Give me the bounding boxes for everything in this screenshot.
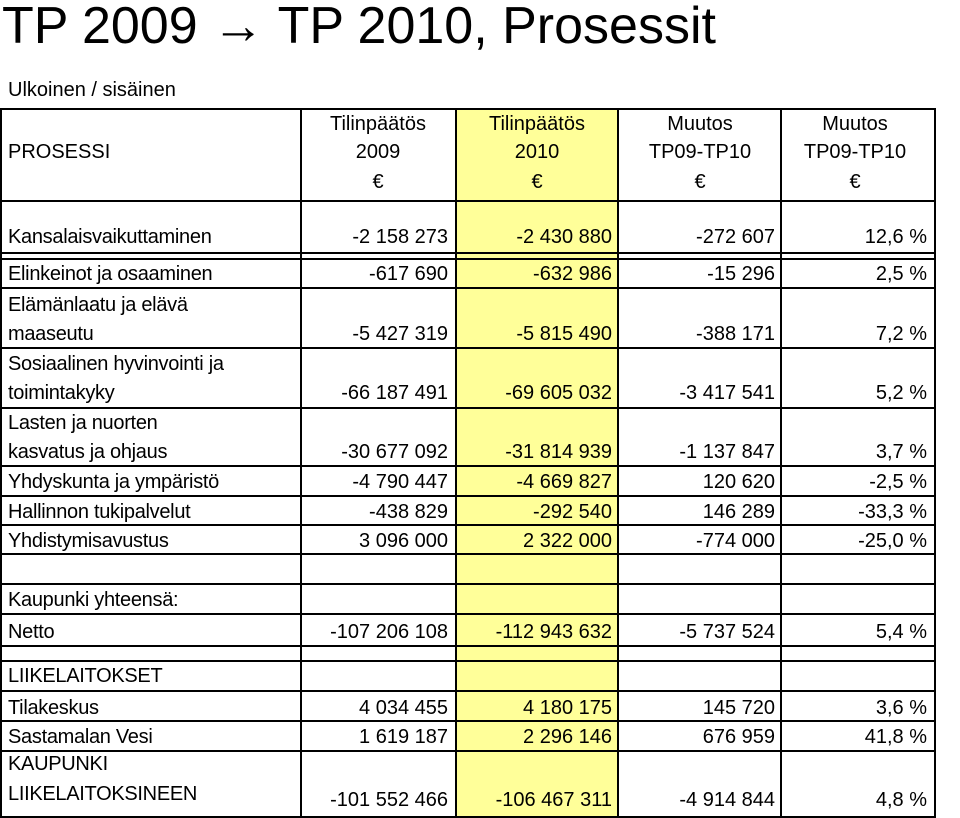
grid-hline-9 bbox=[0, 495, 936, 497]
grid-vline-3 bbox=[617, 108, 619, 818]
grid-vline-5 bbox=[934, 108, 936, 818]
row-3-value-v1: -5 427 319 bbox=[352, 323, 448, 345]
row-10-value-v1: -107 206 108 bbox=[330, 621, 448, 643]
row-8-value-v1: 3 096 000 bbox=[359, 530, 448, 552]
row-12-value-v4: 3,6 % bbox=[875, 697, 927, 719]
row-9-label: Kaupunki yhteensä: bbox=[8, 589, 179, 611]
grid-hline-8 bbox=[0, 465, 936, 467]
row-3-value-v4: 7,2 % bbox=[875, 323, 927, 345]
row-14-value-v3: -4 914 844 bbox=[679, 789, 775, 811]
grid-hline-7 bbox=[0, 407, 936, 409]
row-2-value-v1: -617 690 bbox=[369, 263, 448, 285]
header-col-4-line2: TP09-TP10 bbox=[803, 141, 907, 163]
header-col-4-currency: € bbox=[849, 171, 861, 193]
grid-hline-14 bbox=[0, 645, 936, 647]
row-7-value-v1: -438 829 bbox=[369, 501, 448, 523]
grid-hline-1 bbox=[0, 108, 936, 110]
row-7-label: Hallinnon tukipalvelut bbox=[8, 501, 191, 523]
row-1-value-v1: -2 158 273 bbox=[352, 226, 448, 248]
row-4-label-line1: Sosiaalinen hyvinvointi ja bbox=[8, 353, 224, 375]
row-13-value-v4: 41,8 % bbox=[864, 726, 927, 748]
row-8-value-v2: 2 322 000 bbox=[523, 530, 612, 552]
row-4-value-v2: -69 605 032 bbox=[505, 382, 612, 404]
row-5-value-v4: 3,7 % bbox=[875, 441, 927, 463]
header-col-3-line1: Muutos bbox=[667, 113, 733, 135]
grid-hline-3 bbox=[0, 252, 936, 254]
header-col-2-line1: Tilinpäätös bbox=[489, 113, 585, 135]
row-5-value-v1: -30 677 092 bbox=[341, 441, 448, 463]
row-14-label-line2: LIIKELAITOKSINEEN bbox=[8, 783, 198, 805]
row-14-value-v4: 4,8 % bbox=[875, 789, 927, 811]
grid-hline-6 bbox=[0, 347, 936, 349]
row-1-value-v4: 12,6 % bbox=[864, 226, 927, 248]
row-1-value-v2: -2 430 880 bbox=[516, 226, 612, 248]
header-col-4-line1: Muutos bbox=[822, 113, 888, 135]
row-2-label: Elinkeinot ja osaaminen bbox=[8, 263, 213, 285]
row-6-label: Yhdyskunta ja ympäristö bbox=[8, 471, 219, 493]
header-col-2-currency: € bbox=[531, 171, 543, 193]
grid-vline-4 bbox=[780, 108, 782, 818]
row-8-label: Yhdistymisavustus bbox=[8, 530, 169, 552]
header-col-1-line2: 2009 bbox=[355, 141, 401, 163]
grid-hline-17 bbox=[0, 720, 936, 722]
row-4-value-v4: 5,2 % bbox=[875, 382, 927, 404]
row-3-label-line2: maaseutu bbox=[8, 323, 94, 345]
row-3-value-v2: -5 815 490 bbox=[516, 323, 612, 345]
header-col-1-line1: Tilinpäätös bbox=[330, 113, 426, 135]
grid-hline-18 bbox=[0, 750, 936, 752]
header-col-3-currency: € bbox=[694, 171, 706, 193]
grid-hline-5 bbox=[0, 287, 936, 289]
row-14-value-v1: -101 552 466 bbox=[330, 789, 448, 811]
row-7-value-v3: 146 289 bbox=[702, 501, 775, 523]
grid-hline-16 bbox=[0, 690, 936, 692]
grid-vline-2 bbox=[455, 108, 457, 818]
row-14-value-v2: -106 467 311 bbox=[495, 789, 612, 811]
row-3-label-line1: Elämänlaatu ja elävä bbox=[8, 294, 188, 316]
row-8-value-v4: -25,0 % bbox=[858, 530, 927, 552]
row-5-value-v2: -31 814 939 bbox=[505, 441, 612, 463]
slide-subtitle: Ulkoinen / sisäinen bbox=[8, 79, 176, 101]
row-2-value-v4: 2,5 % bbox=[875, 263, 927, 285]
header-prosessi: PROSESSI bbox=[8, 141, 111, 163]
row-1-label: Kansalaisvaikuttaminen bbox=[8, 226, 212, 248]
row-2-value-v2: -632 986 bbox=[533, 263, 612, 285]
slide-title: TP 2009 → TP 2010, Prosessit bbox=[2, 0, 716, 55]
row-10-value-v3: -5 737 524 bbox=[679, 621, 775, 643]
grid-hline-12 bbox=[0, 583, 936, 585]
row-2-value-v3: -15 296 bbox=[707, 263, 775, 285]
row-12-value-v3: 145 720 bbox=[702, 697, 775, 719]
row-4-label-line2: toimintakyky bbox=[8, 382, 115, 404]
header-col-3-line2: TP09-TP10 bbox=[648, 141, 752, 163]
row-14-label-line1: KAUPUNKI bbox=[8, 753, 108, 775]
row-7-value-v4: -33,3 % bbox=[858, 501, 927, 523]
row-10-label: Netto bbox=[8, 621, 55, 643]
row-5-label-line2: kasvatus ja ohjaus bbox=[8, 441, 168, 463]
header-col-2-line2: 2010 bbox=[514, 141, 560, 163]
row-12-label: Tilakeskus bbox=[8, 697, 99, 719]
row-8-value-v3: -774 000 bbox=[696, 530, 775, 552]
row-6-value-v3: 120 620 bbox=[702, 471, 775, 493]
row-11-label: LIIKELAITOKSET bbox=[8, 665, 163, 687]
row-4-value-v3: -3 417 541 bbox=[679, 382, 775, 404]
row-13-label: Sastamalan Vesi bbox=[8, 726, 153, 748]
grid-hline-10 bbox=[0, 524, 936, 526]
grid-hline-15 bbox=[0, 660, 936, 662]
row-13-value-v2: 2 296 146 bbox=[523, 726, 612, 748]
header-col-1-currency: € bbox=[372, 171, 384, 193]
row-13-value-v1: 1 619 187 bbox=[359, 726, 448, 748]
row-6-value-v2: -4 669 827 bbox=[516, 471, 612, 493]
row-12-value-v2: 4 180 175 bbox=[523, 697, 612, 719]
grid-hline-4 bbox=[0, 258, 936, 260]
row-3-value-v3: -388 171 bbox=[696, 323, 775, 345]
grid-hline-13 bbox=[0, 613, 936, 615]
grid-hline-11 bbox=[0, 553, 936, 555]
row-6-value-v1: -4 790 447 bbox=[352, 471, 448, 493]
row-6-value-v4: -2,5 % bbox=[869, 471, 927, 493]
row-5-label-line1: Lasten ja nuorten bbox=[8, 412, 158, 434]
row-10-value-v2: -112 943 632 bbox=[495, 621, 612, 643]
grid-vline-1 bbox=[300, 108, 302, 818]
row-1-value-v3: -272 607 bbox=[696, 226, 775, 248]
row-13-value-v3: 676 959 bbox=[702, 726, 775, 748]
row-10-value-v4: 5,4 % bbox=[875, 621, 927, 643]
row-4-value-v1: -66 187 491 bbox=[341, 382, 448, 404]
grid-hline-2 bbox=[0, 200, 936, 202]
row-7-value-v2: -292 540 bbox=[533, 501, 612, 523]
row-5-value-v3: -1 137 847 bbox=[679, 441, 775, 463]
row-12-value-v1: 4 034 455 bbox=[359, 697, 448, 719]
grid-vline-left bbox=[0, 108, 2, 818]
